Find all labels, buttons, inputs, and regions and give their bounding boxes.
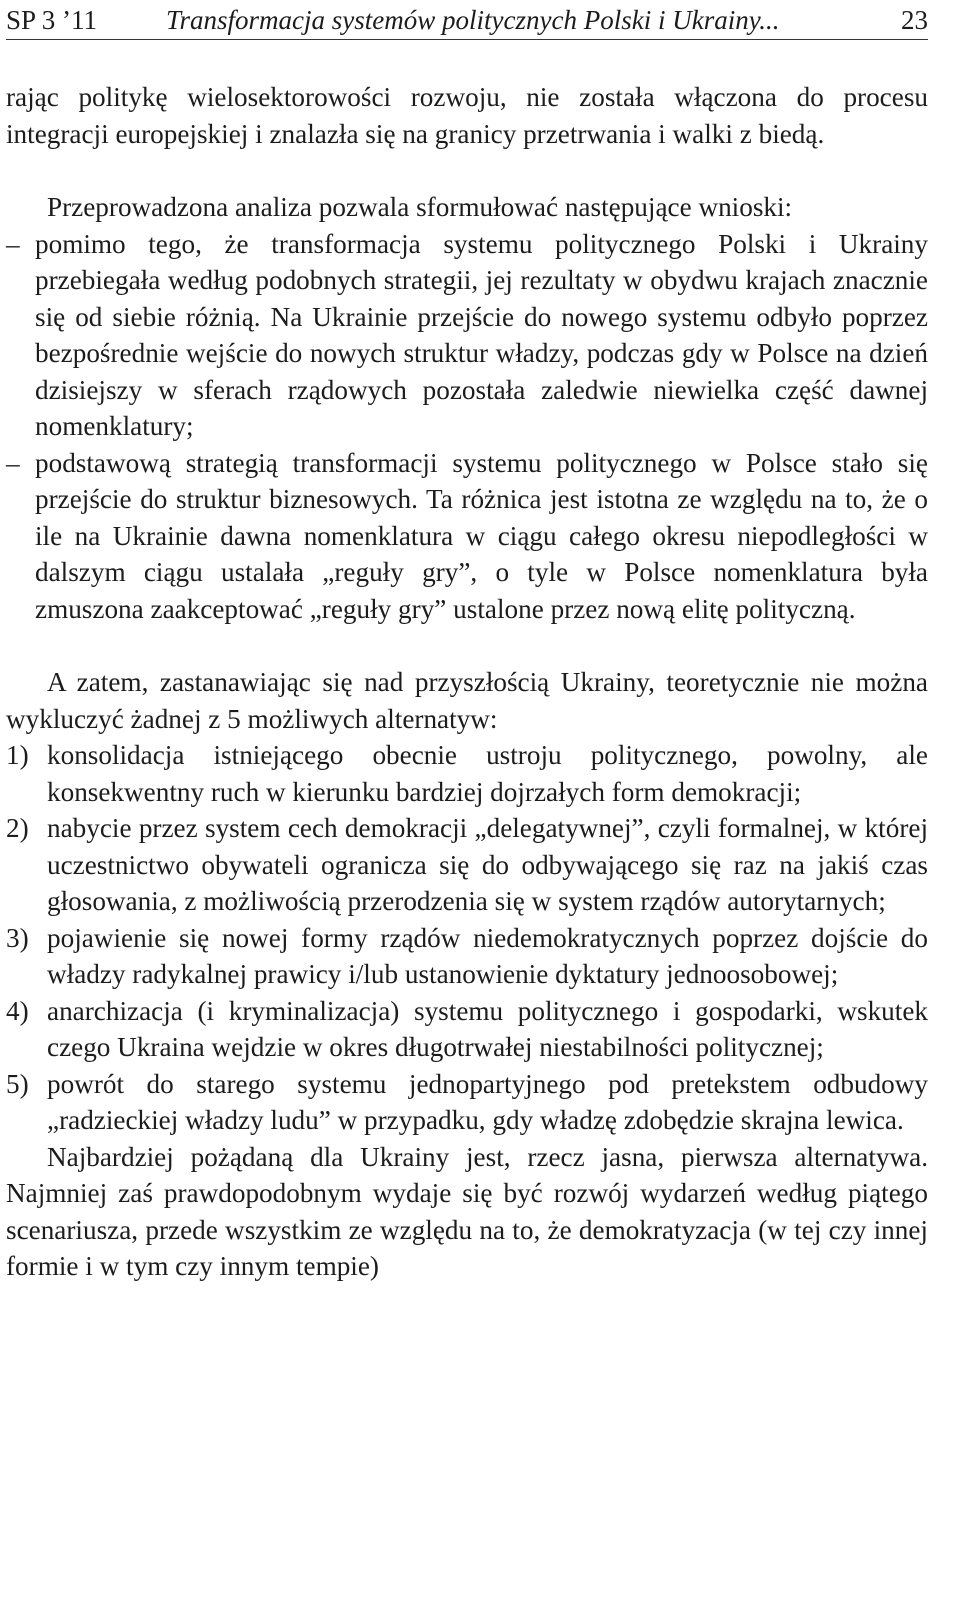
dash-marker: – — [6, 447, 20, 478]
alternative-text: pojawienie się nowej formy rządów niedemokratycznych poprzez dojście do władzy radykalnej prawicy i/lub ustanowienie dyktatury jednoosobowej; — [47, 922, 928, 989]
running-title: Transformacja systemów politycznych Polski i Ukrainy... — [166, 5, 780, 35]
paragraph-conclusions-intro: Przeprowadzona analiza pozwala sformułować następujące wnioski: — [47, 192, 793, 222]
body-text — [6, 79, 928, 1285]
conclusion-item — [6, 445, 928, 628]
paragraph-continuation: rając politykę wielosektorowości rozwoju, nie została włączona do procesu integracji europejskiej i znalazła się na granicy przetrwania i walki z biedą. — [6, 82, 928, 149]
list-number: 1) — [6, 740, 29, 770]
running-header — [6, 2, 928, 40]
dash-marker: – — [6, 228, 20, 259]
paragraph-gap — [6, 152, 928, 189]
list-number: 3) — [6, 922, 29, 953]
alternative-item — [6, 920, 928, 993]
page-number: 23 — [901, 5, 928, 35]
conclusion-item — [6, 226, 928, 445]
conclusion-text: pomimo tego, że transformacja systemu politycznego Polski i Ukrainy przebiegała według podobnych strategii, jej rezultaty w obydwu krajach znacznie się od siebie różnią. Na Ukrainie przejście do nowego systemu odbyło poprzez bezpośrednie wejście do nowych struktur władzy, podczas gdy w Polsce na dzień dzisiejszy w sferach rządowych pozostała zaledwie niewielka część dawnej nomenklatury; — [35, 228, 928, 441]
journal-issue: SP 3 ’11 — [6, 5, 98, 35]
alternative-text: nabycie przez system cech demokracji „delegatywnej”, czyli formalnej, w której uczestnictwo obywateli ogranicza się do odbywającego się raz na jakiś czas głosowania, z możliwością przerodzenia się w system rządów autorytarnych; — [47, 813, 928, 916]
alternative-text: powrót do starego systemu jednopartyjnego pod pretekstem odbudowy „radzieckiej władzy ludu” w przypadku, gdy władzę zdobędzie skrajna lewica. — [47, 1068, 928, 1135]
list-number: 2) — [6, 813, 29, 843]
list-number: 5) — [6, 1068, 29, 1099]
alternative-text: anarchizacja (i kryminalizacja) systemu politycznego i gospodarki, wskutek czego Ukraina wejdzie w okres długotrwałej niestabilności politycznej; — [47, 995, 928, 1062]
list-number: 4) — [6, 995, 29, 1026]
header-rule — [6, 39, 928, 40]
alternative-item — [6, 810, 928, 920]
alternative-item — [6, 1066, 928, 1139]
alternative-item — [6, 993, 928, 1066]
alternative-text: konsolidacja istniejącego obecnie ustroju politycznego, powolny, ale konsekwentny ruch w kierunku bardziej dojrzałych form demokracji; — [47, 740, 928, 807]
paragraph-alternatives-intro: A zatem, zastanawiając się nad przyszłością Ukrainy, teoretycznie nie można wykluczyć żadnej z 5 możliwych alternatyw: — [6, 667, 928, 734]
conclusion-text: podstawową strategią transformacji systemu politycznego w Polsce stało się przejście do struktur biznesowych. Ta różnica jest istotna ze względu na to, że o ile na Ukrainie dawna nomenklatura w ciągu całego okresu niepodległości w dalszym ciągu ustalała „reguły gry”, o tyle w Polsce nomenklatura była zmuszona zaakceptować „reguły gry” ustalone przez nową elitę polityczną. — [35, 447, 928, 624]
paragraph-gap — [6, 627, 928, 664]
alternative-item — [6, 737, 928, 810]
paragraph-closing: Najbardziej pożądaną dla Ukrainy jest, rzecz jasna, pierwsza alternatywa. Najmniej zaś prawdopodobnym wydaje się być rozwój wydarzeń według piątego scenariusza, przede wszystkim ze względu na to, że demokratyzacja (w tej czy innej formie i w tym czy innym tempie) — [6, 1141, 928, 1281]
